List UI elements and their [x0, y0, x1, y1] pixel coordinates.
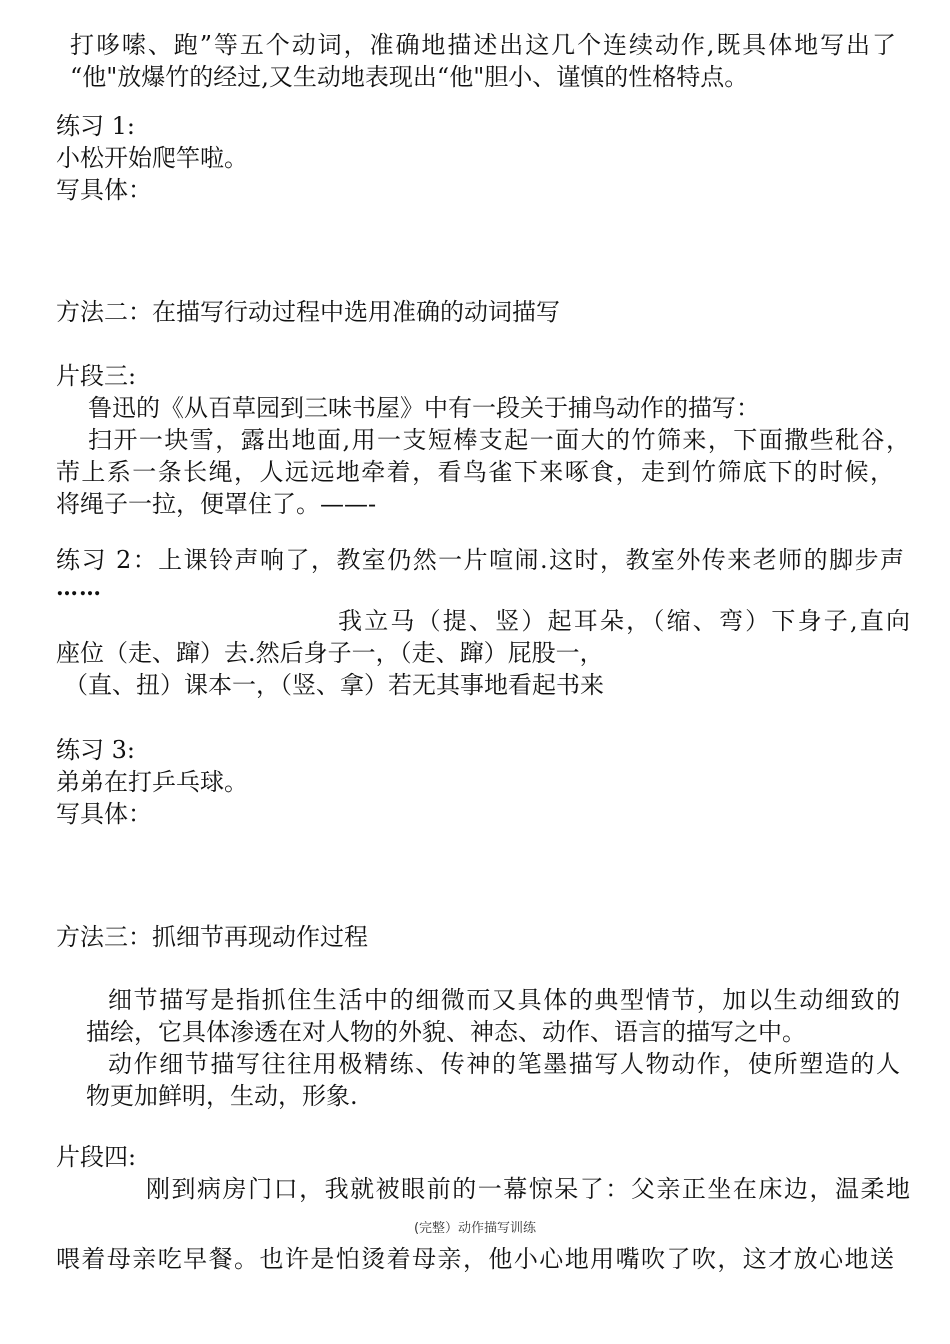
top-paragraph-line-1: 打哆嗦、跑”等五个动词，准确地描述出这几个连续动作,既具体地写出了: [70, 31, 896, 59]
exercise-3-prompt: 写具体：: [56, 800, 152, 828]
exercise-2-line-3: 座位（走、蹿）去.然后身子一，（走、蹿）屁股一，: [56, 639, 604, 667]
method-3-paragraph-2-line-2: 物更加鲜明，生动，形象.: [86, 1082, 358, 1110]
fragment-4-line-2: 喂着母亲吃早餐。也许是怕烫着母亲，他小心地用嘴吹了吹，这才放心地送: [56, 1245, 894, 1273]
exercise-1-sentence: 小松开始爬竿啦。: [56, 144, 248, 172]
fragment-3-passage-line-3: 将绳子一拉，便罩住了。——-: [56, 490, 377, 518]
page-footer: (完整）动作描写训练: [413, 1221, 537, 1236]
method-2-heading: 方法二：在描写行动过程中选用准确的动词描写: [56, 298, 560, 326]
fragment-3-intro: 鲁迅的《从百草园到三味书屋》中有一段关于捕鸟动作的描写：: [88, 394, 760, 422]
exercise-3-title: 练习 3:: [56, 736, 135, 764]
exercise-1-prompt: 写具体：: [56, 176, 152, 204]
exercise-2-line-4: （直、扭）课本一，（竖、拿）若无其事地看起书来: [64, 671, 604, 699]
top-paragraph-line-2: “他"放爆竹的经过,又生动地表现出“他"胆小、谨慎的性格特点。: [70, 63, 749, 91]
fragment-4-line-1: 刚到病房门口，我就被眼前的一幕惊呆了：父亲正坐在床边，温柔地: [146, 1175, 910, 1203]
exercise-2-ellipsis: ……: [56, 575, 102, 601]
method-3-paragraph-2-line-1: 动作细节描写往往用极精练、传神的笔墨描写人物动作，使所塑造的人: [108, 1050, 900, 1078]
fragment-3-title: 片段三:: [56, 362, 137, 390]
fragment-3-passage-line-2: 芾上系一条长绳，人远远地牵着，看鸟雀下来啄食，走到竹筛底下的时候，: [56, 458, 894, 486]
method-3-paragraph-1-line-2: 描绘，它具体渗透在对人物的外貌、神态、动作、语言的描写之中。: [86, 1018, 806, 1046]
exercise-2-line-2: 我立马（提、竖）起耳朵，（缩、弯）下身子,直向: [338, 607, 910, 635]
fragment-3-passage-line-1: 扫开一块雪，露出地面,用一支短棒支起一面大的竹筛来，下面撒些秕谷，: [88, 426, 910, 454]
exercise-1-title: 练习 1:: [56, 112, 135, 140]
method-3-heading: 方法三：抓细节再现动作过程: [56, 923, 368, 951]
method-3-paragraph-1-line-1: 细节描写是指抓住生活中的细微而又具体的典型情节，加以生动细致的: [108, 986, 900, 1014]
exercise-2-line-1: 练习 2：上课铃声响了，教室仍然一片喧闹.这时，教室外传来老师的脚步声: [56, 546, 904, 574]
exercise-3-sentence: 弟弟在打乒乓球。: [56, 768, 248, 796]
fragment-4-title: 片段四:: [56, 1143, 137, 1171]
